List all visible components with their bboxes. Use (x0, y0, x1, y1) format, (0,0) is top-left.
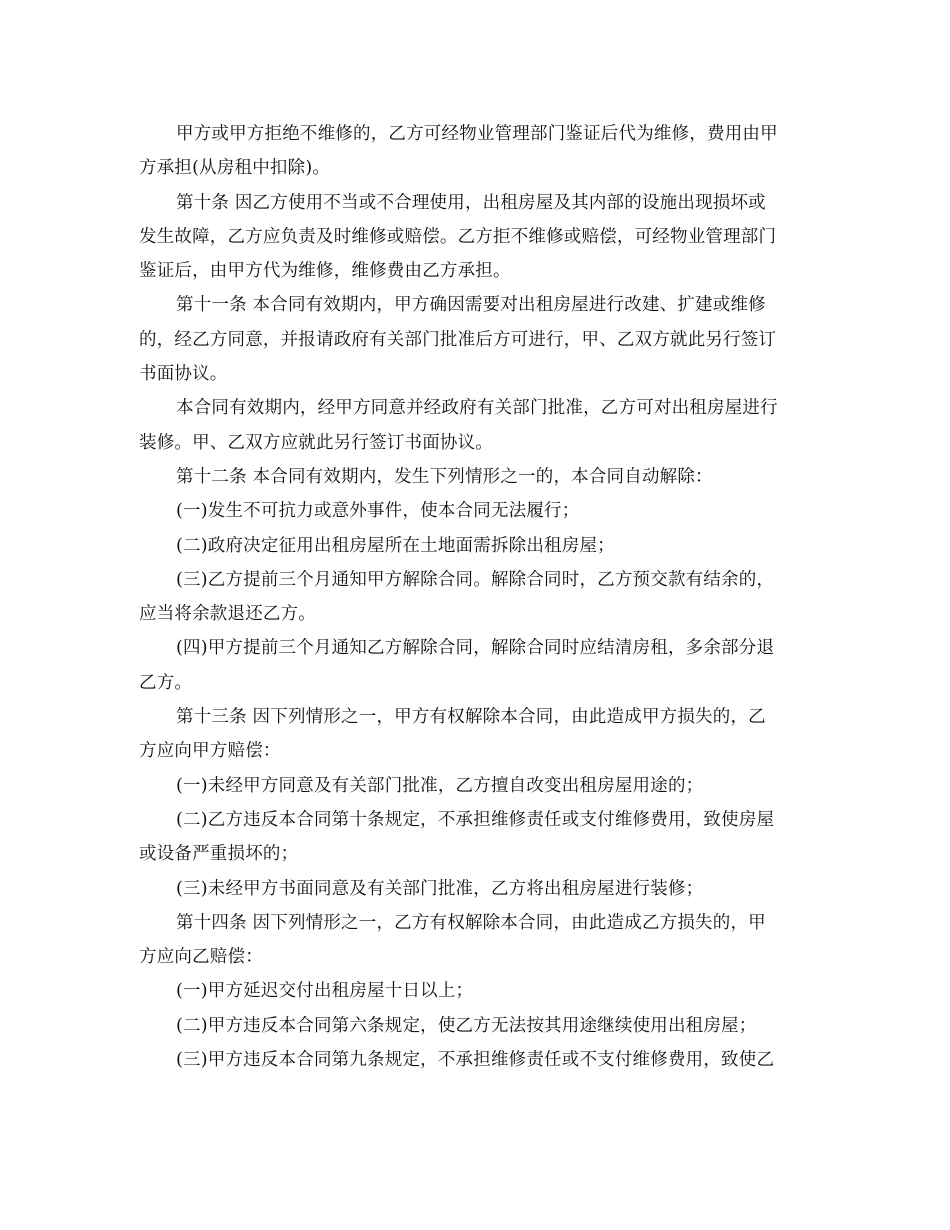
paragraph (139, 288, 819, 391)
paragraph (139, 494, 819, 528)
text-line: 第十三条 因下列情形之一，甲方有权解除本合同，由此造成甲方损失的，乙 (176, 707, 766, 728)
paragraph (139, 803, 819, 872)
text-line: (三)未经甲方书面同意及有关部门批准，乙方将出租房屋进行装修； (176, 878, 704, 899)
text-line: 发生故障，乙方应负责及时维修或赔偿。乙方拒不维修或赔偿，可经物业管理部门 (139, 226, 777, 247)
text-line: 应当将余款退还乙方。 (139, 604, 316, 625)
paragraph (139, 186, 819, 289)
text-line: (二)甲方违反本合同第六条规定，使乙方无法按其用途继续使用出租房屋； (176, 1015, 757, 1036)
paragraph (139, 872, 819, 906)
paragraph (139, 700, 819, 769)
text-line: 第十一条 本合同有效期内，甲方确因需要对出租房屋进行改建、扩建或维修 (176, 295, 766, 316)
paragraph (139, 1043, 819, 1077)
text-line: 第十二条 本合同有效期内，发生下列情形之一的，本合同自动解除： (176, 466, 713, 487)
text-line: 的，经乙方同意，并报请政府有关部门批准后方可进行，甲、乙双方就此另行签订 (139, 329, 777, 350)
paragraph (139, 563, 819, 632)
paragraph (139, 769, 819, 803)
paragraph (139, 906, 819, 975)
text-line: 方应向甲方赔偿： (139, 741, 281, 762)
paragraph (139, 1009, 819, 1043)
text-line: 鉴证后，由甲方代为维修，维修费由乙方承担。 (139, 261, 511, 282)
text-line: 第十四条 因下列情形之一，乙方有权解除本合同，由此造成乙方损失的，甲 (176, 912, 766, 933)
paragraph (139, 529, 819, 563)
text-line: 甲方或甲方拒绝不维修的，乙方可经物业管理部门鉴证后代为维修，费用由甲 (176, 124, 778, 144)
text-line: 书面协议。 (139, 364, 228, 385)
paragraph (139, 631, 819, 700)
text-line: (二)乙方违反本合同第十条规定，不承担维修责任或支付维修费用，致使房屋 (176, 809, 775, 830)
text-line: (三)乙方提前三个月通知甲方解除合同。解除合同时，乙方预交款有结余的， (176, 569, 775, 590)
text-line: 方应向乙赔偿： (139, 947, 263, 968)
paragraph (139, 974, 819, 1008)
text-line: (一)发生不可抗力或意外事件，使本合同无法履行； (176, 501, 580, 522)
text-line: (一)甲方延迟交付出租房屋十日以上； (176, 981, 474, 1002)
text-line: (三)甲方违反本合同第九条规定，不承担维修责任或不支付维修费用，致使乙 (176, 1050, 775, 1071)
text-line: (四)甲方提前三个月通知乙方解除合同，解除合同时应结清房租，多余部分退 (176, 638, 775, 659)
text-line: 方承担(从房租中扣除)。 (139, 158, 331, 179)
document-body (139, 117, 819, 1077)
text-line: 装修。甲、乙双方应就此另行签订书面协议。 (139, 432, 493, 453)
text-line: 本合同有效期内，经甲方同意并经政府有关部门批准，乙方可对出租房屋进行 (176, 398, 778, 419)
text-line: 或设备严重损坏的； (139, 844, 299, 865)
paragraph (139, 391, 819, 460)
text-line: 第十条 因乙方使用不当或不合理使用，出租房屋及其内部的设施出现损坏或 (176, 192, 766, 213)
text-line: (一)未经甲方同意及有关部门批准，乙方擅自改变出租房屋用途的； (176, 775, 704, 796)
paragraph (139, 117, 819, 186)
paragraph (139, 460, 819, 494)
text-line: (二)政府决定征用出租房屋所在土地面需拆除出租房屋； (176, 535, 615, 556)
text-line: 乙方。 (139, 672, 193, 693)
